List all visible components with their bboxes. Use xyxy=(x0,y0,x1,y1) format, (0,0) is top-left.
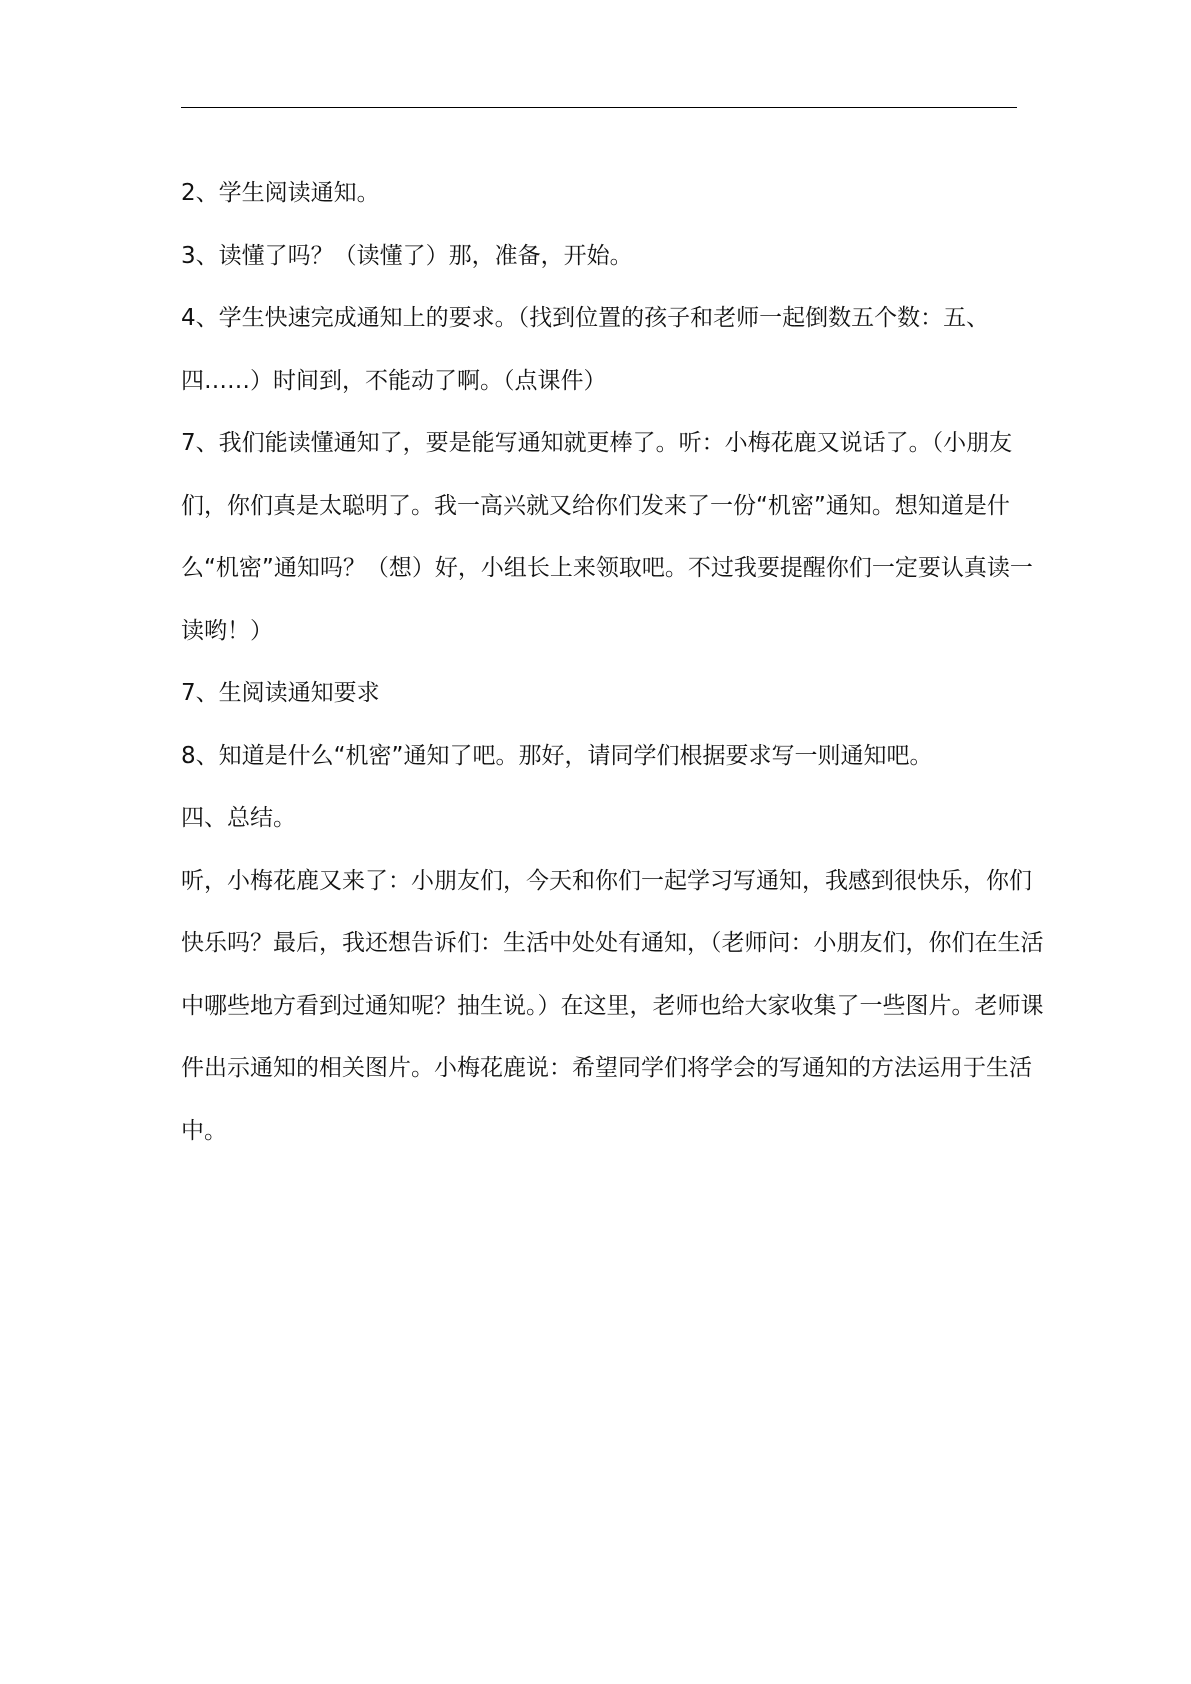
paragraph-step-2: 2、学生阅读通知。 xyxy=(181,180,380,206)
paragraph-step-3: 3、读懂了吗？（读懂了）那，准备，开始。 xyxy=(181,242,633,269)
section-heading-summary: 四、总结。 xyxy=(181,805,296,831)
paragraph-step-8: 8、知道是什么“机密”通知了吧。那好，请同学们根据要求写一则通知吧。 xyxy=(181,742,933,769)
header-rule xyxy=(181,107,1017,108)
paragraph-step-7-write-notice: 7、我们能读懂通知了，要是能写通知就更棒了。听：小梅花鹿又说话了。（小朋友们，你们真是太聪明了。我一高兴就又给你们发来了一份“机密”通知。想知道是什么“机密”通知吗？（想）好，小组长上来领取吧。不过我要提醒你们一定要认真读一读哟！） xyxy=(181,430,1033,644)
paragraph-step-7-read-requirements: 7、生阅读通知要求 xyxy=(181,680,380,706)
paragraph-summary: 听，小梅花鹿又来了：小朋友们，今天和你们一起学习写通知，我感到很快乐，你们快乐吗？最后，我还想告诉们：生活中处处有通知，（老师问：小朋友们，你们在生活中哪些地方看到过通知呢？抽生说。）在这里，老师也给大家收集了一些图片。老师课件出示通知的相关图片。小梅花鹿说：希望同学们将学会的写通知的方法运用于生活中。 xyxy=(181,867,1044,1144)
document-body xyxy=(181,162,1051,1162)
paragraph-step-4: 4、学生快速完成通知上的要求。（找到位置的孩子和老师一起倒数五个数：五、四……）时间到，不能动了啊。（点课件） xyxy=(181,305,990,394)
